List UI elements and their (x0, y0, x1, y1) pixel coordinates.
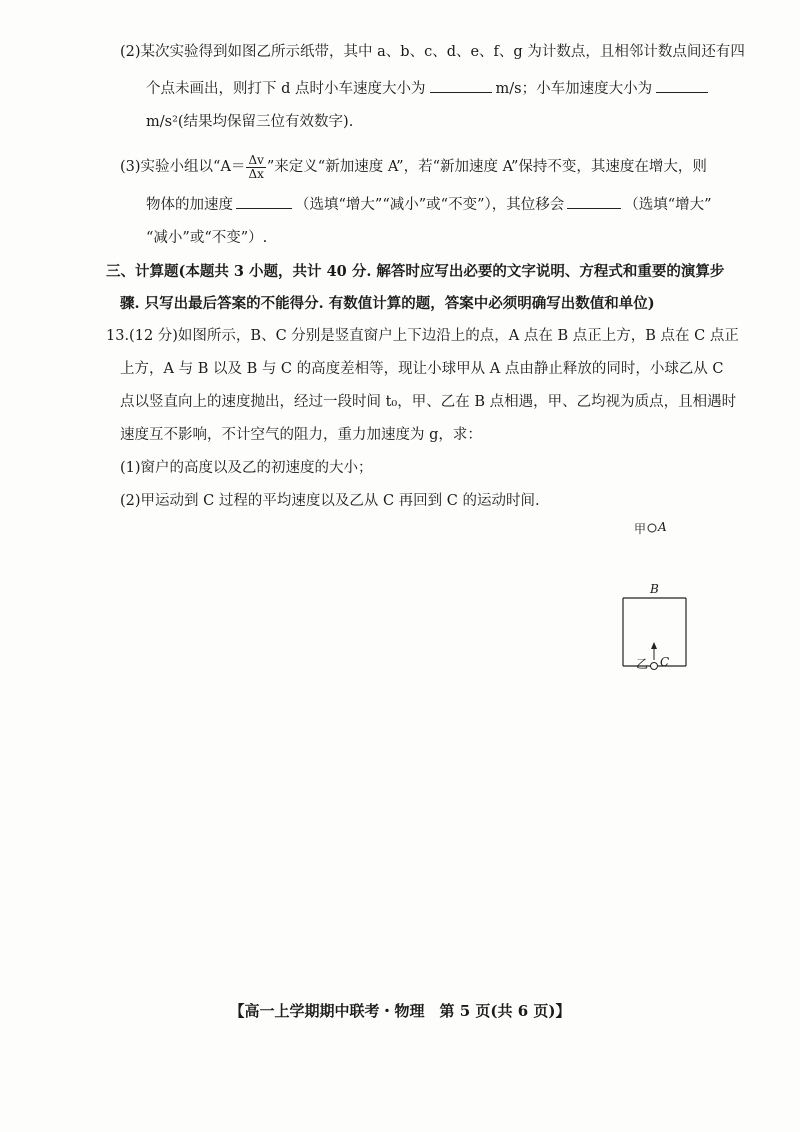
q3-text-options: （选填“增大”“减小”或“不变”），其位移会 (295, 197, 565, 213)
section-3-heading-2: 骤. 只写出最后答案的不能得分. 有数值计算的题，答案中必须明确写出数值和单位) (120, 295, 655, 312)
answer-blank-accel-change[interactable] (236, 194, 292, 209)
answer-blank-acceleration[interactable] (656, 78, 708, 93)
q13-line-1: 13.(12 分)如图所示，B、C 分别是竖直窗户上下边沿上的点，A 点在 B 点正上方，B 点在 C 点正 (106, 328, 739, 344)
label-yi: 乙 (636, 657, 649, 671)
q3-text-b: ”来定义“新加速度 A”，若“新加速度 A”保持不变，其速度在增大，则 (266, 159, 707, 175)
q2-text-velocity: 个点未画出，则打下 d 点时小车速度大小为 (146, 81, 426, 97)
label-b: B (650, 582, 659, 596)
page-footer: 【高一上学期期中联考・物理 第 5 页(共 6 页)】 (229, 1002, 571, 1020)
window-frame (620, 594, 690, 674)
q2-line-3: m/s²(结果均保留三位有效数字). (146, 114, 354, 130)
q2-line-2 (146, 78, 708, 99)
q3-text-a: (3)实验小组以“A＝ (120, 159, 246, 175)
q3-text-accel: 物体的加速度 (146, 197, 233, 213)
q2-line-1: (2)某次实验得到如图乙所示纸带，其中 a、b、c、d、e、f、g 为计数点，且相邻计数点间还有四 (120, 44, 745, 60)
label-jia: 甲 (634, 522, 647, 536)
ball-a-icon (646, 522, 658, 534)
label-a: A (658, 520, 667, 534)
q3-line-1 (120, 152, 707, 182)
answer-blank-velocity[interactable] (430, 78, 492, 93)
frac-denominator: Δx (248, 166, 264, 181)
q13-line-4: 速度互不影响，不计空气的阻力，重力加速度为 g，求： (120, 427, 482, 443)
q3-text-options-2: （选填“增大” (624, 197, 712, 213)
frac-numerator: Δv (248, 152, 264, 167)
answer-blank-displacement[interactable] (567, 194, 621, 209)
q13-sub-2: (2)甲运动到 C 过程的平均速度以及乙从 C 再回到 C 的运动时间. (120, 493, 540, 509)
q13-line-3: 点以竖直向上的速度抛出，经过一段时间 t₀，甲、乙在 B 点相遇，甲、乙均视为质点，且相遇时 (120, 394, 737, 410)
q3-line-2 (146, 194, 712, 215)
label-c: C (660, 655, 670, 669)
q13-sub-1: (1)窗户的高度以及乙的初速度的大小； (120, 460, 373, 476)
q13-line-2: 上方，A 与 B 以及 B 与 C 的高度差相等，现让小球甲从 A 点由静止释放的同时，小球乙从 C (120, 361, 724, 377)
section-3-heading-1: 三、计算题(本题共 3 小题，共计 40 分. 解答时应写出必要的文字说明、方程式和重要的演算步 (106, 263, 725, 280)
delta-v-over-delta-x (246, 154, 265, 181)
q2-text-accel: m/s；小车加速度大小为 (495, 81, 653, 97)
q3-line-3: “减小”或“不变”）. (146, 230, 268, 246)
